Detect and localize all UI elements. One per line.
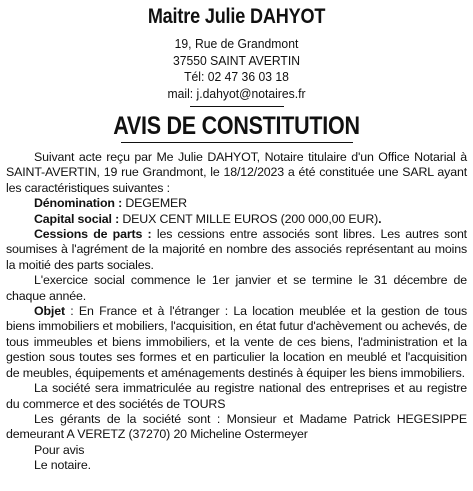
objet-value: : En France et à l'étranger : La location meublée et la gestion de tous biens immobiliers et mobiliers, l'acquisition, en état futur d'achèvement ou achevés, de tous immeubles et biens immobiliers, et la vente de ces biens, l'administration et la gestion sous toutes ses formes et en particulier la location en meublé et l'acquisition de meubles, équipements et aménagements destinés à équiper les biens immobiliers.: [6, 304, 467, 380]
capital-line: [6, 212, 467, 227]
notice-title: AVIS DE CONSTITUTION: [113, 112, 360, 140]
capital-value: DEUX CENT MILLE EUROS (200 000,00 EUR): [119, 211, 379, 226]
legal-notice-page: [0, 3, 473, 491]
title-divider: [121, 142, 353, 143]
notary-address-block: [6, 36, 467, 102]
closing-block: [6, 443, 467, 474]
address-city: 37550 SAINT AVERTIN: [172, 52, 301, 68]
cessions-value: les cessions entre associés sont libres. Les autres sont soumises à l'agrément de la majorité en nombre des associés représentant au moins la moitié des parts sociales.: [6, 227, 467, 272]
signature: Le notaire.: [34, 458, 91, 473]
exercise-paragraph: L'exercice social commence le 1er janvier et se termine le 31 décembre de chaque année.: [6, 273, 467, 303]
capital-label: Capital social :: [34, 211, 120, 226]
objet-label: Objet: [34, 304, 65, 319]
denomination-line: [6, 196, 467, 211]
cessions-label: Cessions de parts :: [34, 227, 152, 242]
header-divider: [190, 106, 284, 107]
denomination-value: DEGEMER: [122, 196, 187, 211]
pour-avis: Pour avis: [34, 442, 85, 457]
capital-end: .: [378, 211, 382, 226]
address-street: 19, Rue de Grandmont: [174, 36, 299, 51]
cessions-paragraph: [6, 227, 467, 273]
registration-paragraph: La société sera immatriculée au registre national des entreprises et au registre du commerce et des sociétés de TOURS: [6, 381, 467, 411]
denomination-label: Dénomination :: [34, 196, 123, 211]
notary-name: Maitre Julie DAHYOT: [147, 5, 326, 28]
objet-paragraph: [6, 304, 467, 381]
notice-body: [6, 150, 467, 474]
address-phone: Tél: 02 47 36 03 18: [184, 69, 289, 84]
address-email: mail: j.dahyot@notaires.fr: [167, 85, 306, 101]
managers-paragraph: Les gérants de la société sont : Monsieur et Madame Patrick HEGESIPPE demeurant A VERETZ (37270) 20 Micheline Ostermeyer: [6, 411, 467, 442]
intro-paragraph: Suivant acte reçu par Me Julie DAHYOT, Notaire titulaire d'un Office Notarial à SAINT-AVERTIN, 19 rue Grandmont, le 18/12/2023 a été constituée une SARL ayant les caractéristiques suivantes :: [6, 150, 467, 195]
